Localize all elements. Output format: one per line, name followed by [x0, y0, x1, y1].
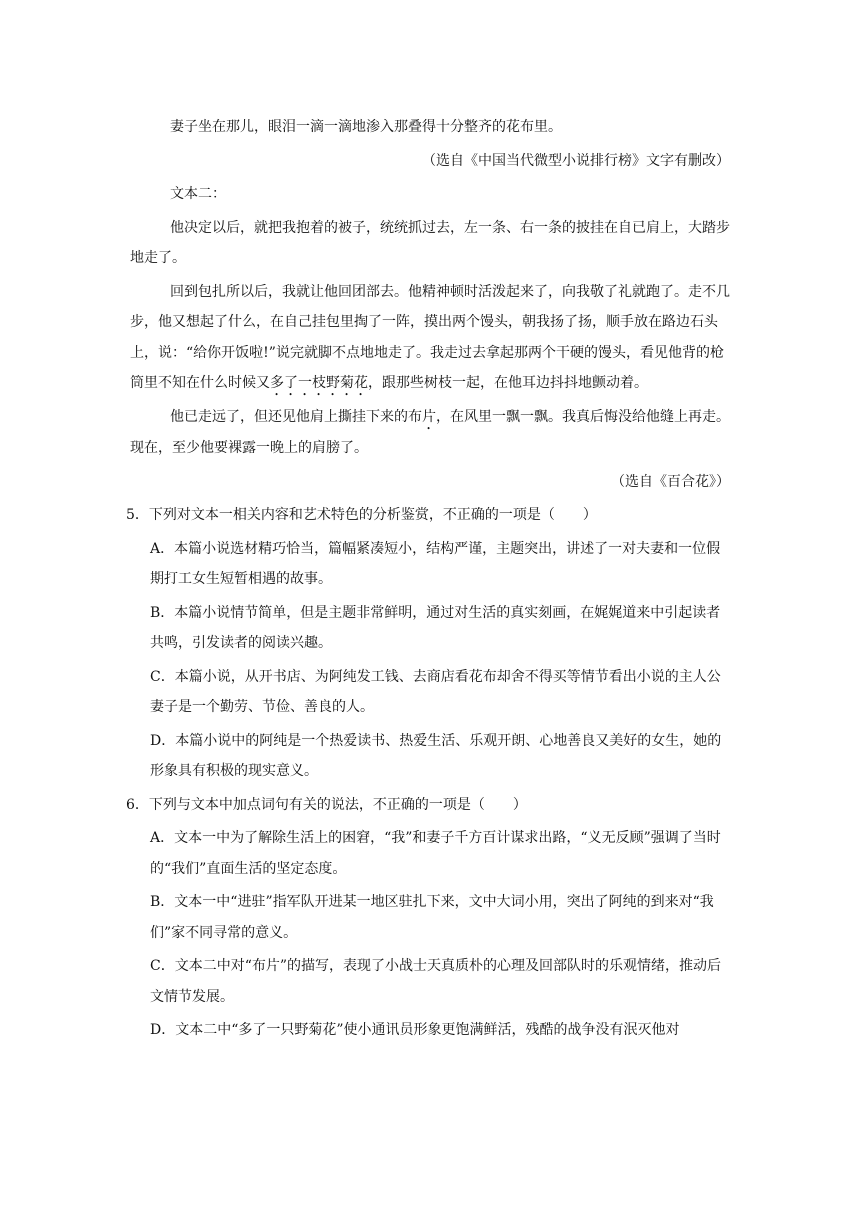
text2-heading: 文本二： [170, 186, 226, 202]
question-5-option-d: D．本篇小说中的阿纯是一个热爱读书、热爱生活、乐观开朗、心地善良又美好的女生，她的形象具有积极的现实意义。 [150, 732, 722, 779]
text2-paragraph-1: 他决定以后，就把我抱着的被子，统统抓过去，左一条、右一条的披挂在自已肩上，大踏步地走了。 [130, 219, 730, 266]
emphasized-word-cloth-piece: 片 [422, 409, 436, 425]
question-5-stem: 5．下列对文本一相关内容和艺术特色的分析鉴赏，不正确的一项是（ ） [126, 507, 597, 523]
question-6-option-c: C．文本二中对“布片”的描写，表现了小战士天真质朴的心理及回部队时的乐观情绪，推动后文情节发展。 [150, 958, 722, 1005]
document-body [126, 112, 730, 1049]
text2-paragraph-3-part-a: 他已走远了，但还见他肩上撕挂下来的布 [170, 409, 422, 425]
text2-paragraph-3-part-b: ，在风里一飘一飘。我真后悔没给他缝上再走。现在，至少他要裸露一晚上的肩膀了。 [130, 409, 730, 456]
text1-ending-paragraph: 妻子坐在那儿，眼泪一滴一滴地渗入那叠得十分整齐的花布里。 [170, 119, 562, 135]
question-6-option-b: B．文本一中“进驻”指军队开进某一地区驻扎下来，文中大词小用，突出了阿纯的到来对“我们”家不同寻常的意义。 [150, 894, 714, 941]
text2-source-citation: （选自《百合花》） [611, 473, 730, 490]
question-5-option-c: C．本篇小说，从开书店、为阿纯发工钱、去商店看花布却舍不得买等情节看出小说的主人公妻子是一个勤劳、节俭、善良的人。 [150, 668, 721, 715]
question-5-option-a: A．本篇小说选材精巧恰当，篇幅紧凑短小，结构严谨，主题突出，讲述了一对夫妻和一位假期打工女生短暂相遇的故事。 [150, 540, 721, 587]
text2-paragraph-2 [130, 277, 730, 400]
text2-paragraph-3 [130, 402, 730, 464]
question-5-option-b: B．本篇小说情节简单，但是主题非常鲜明，通过对生活的真实刻画，在娓娓道来中引起读者共鸣，引发读者的阅读兴趣。 [150, 604, 721, 651]
question-6-option-a: A．文本一中为了解除生活上的困窘，“我”和妻子千方百计谋求出路，“义无反顾”强调了当时的“我们”直面生活的坚定态度。 [150, 830, 721, 877]
text2-paragraph-2-part-a: 回到包扎所以后，我就让他回团部去。他精神顿时活泼起来了，向我敬了礼就跑了。走不几步，他又想起了什么，在自己挂包里掏了一阵，摸出两个馒头，朝我扬了扬，顺手放在路边石头上，说：“给你开饭啦!”说完就脚不点地地走了。我走过去拿起那两个干硬的馒头，看见他背的枪筒里不知在什么时候又 [130, 283, 730, 391]
text2-paragraph-2-part-b: ，跟那些树枝一起，在他耳边抖抖地颤动着。 [368, 375, 648, 391]
emphasized-phrase-wild-chrysanthemum: 多了一枝野菊花 [270, 375, 368, 391]
question-6-stem: 6．下列与文本中加点词句有关的说法，不正确的一项是（ ） [126, 796, 527, 813]
question-6-option-d: D．文本二中“多了一只野菊花”使小通讯员形象更饱满鲜活，残酷的战争没有泯灭他对 [150, 1022, 680, 1038]
text1-source-citation: （选自《中国当代微型小说排行榜》文字有删改） [422, 152, 730, 169]
